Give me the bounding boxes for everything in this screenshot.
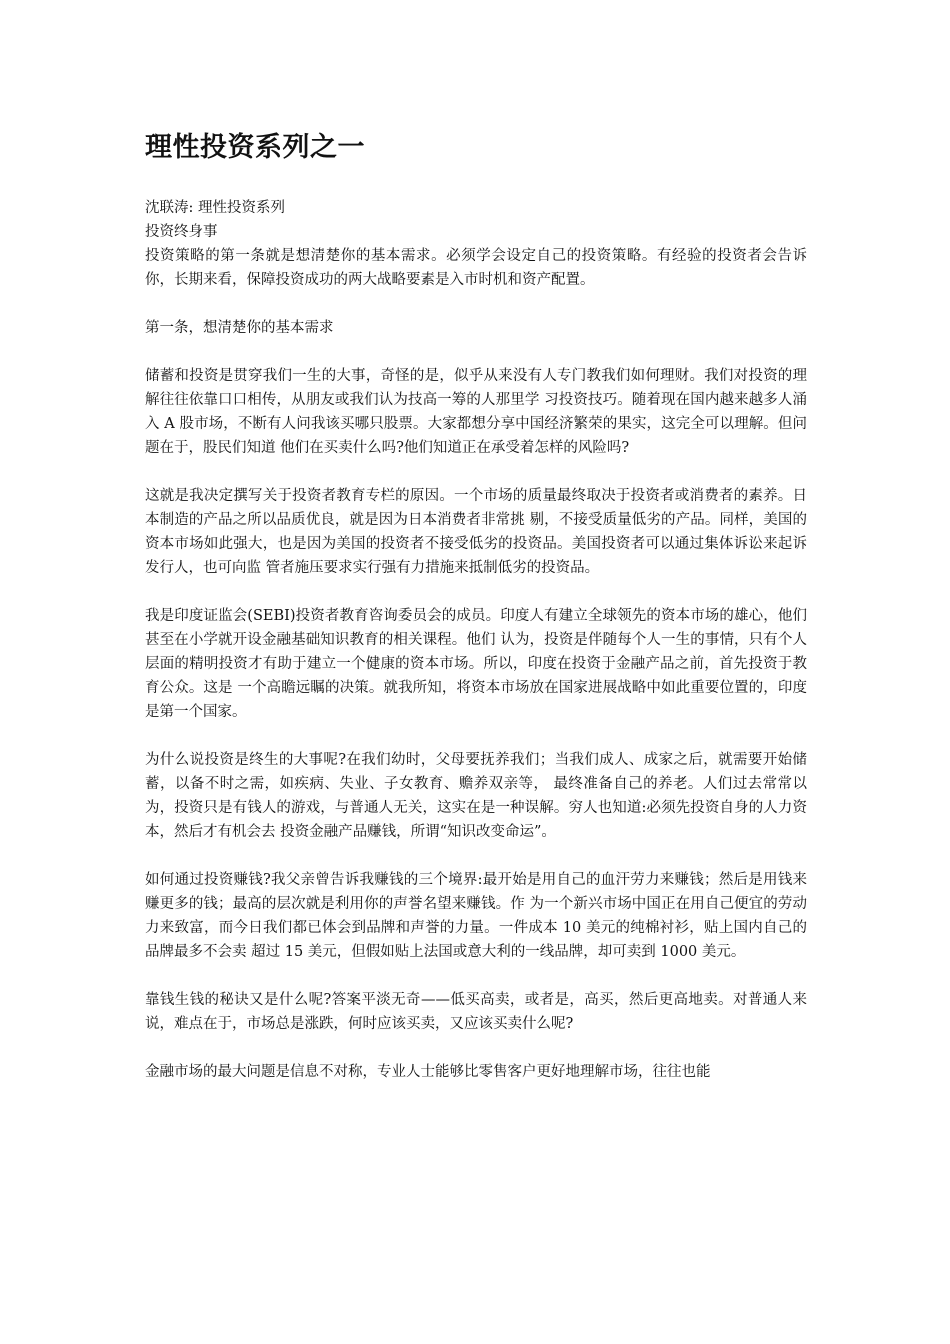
paragraph: 如何通过投资赚钱?我父亲曾告诉我赚钱的三个境界:最开始是用自己的血汗劳力来赚钱；然后是用钱来赚更多的钱；最高的层次就是利用你的声誉名望来赚钱。作 为一个新兴市场中国正在用自己便宜的劳动力来致富，而今日我们都已体会到品牌和声誉的力量。一件成本 10 美元的纯棉衬衫，贴上国内自己的品牌最多不会卖 超过 15 美元，但假如贴上法国或意大利的一线品牌，却可卖到 1000 美元。 xyxy=(145,872,807,960)
subtitle: 投资终身事 xyxy=(145,224,218,240)
paragraph: 为什么说投资是终生的大事呢?在我们幼时，父母要抚养我们；当我们成人、成家之后，就需要开始储蓄，以备不时之需，如疾病、失业、子女教育、赡养双亲等， 最终准备自己的养老。人们过去常常以为，投资只是有钱人的游戏，与普通人无关，这实在是一种误解。穷人也知道:必须先投资自身的人力资本，然后才有机会去 投资金融产品赚钱，所谓“知识改变命运”。 xyxy=(145,752,807,840)
byline: 沈联涛: 理性投资系列 xyxy=(145,200,285,216)
paragraph: 储蓄和投资是贯穿我们一生的大事，奇怪的是，似乎从来没有人专门教我们如何理财。我们对投资的理解往往依靠口口相传，从朋友或我们认为技高一筹的人那里学 习投资技巧。随着现在国内越来越多人涌入 A 股市场，不断有人问我该买哪只股票。大家都想分享中国经济繁荣的果实，这完全可以理解。但问题在于，股民们知道 他们在买卖什么吗?他们知道正在承受着怎样的风险吗? xyxy=(145,368,807,456)
paragraph: 靠钱生钱的秘诀又是什么呢?答案平淡无奇——低买高卖，或者是，高买，然后更高地卖。对普通人来说，难点在于，市场总是涨跌，何时应该买卖，又应该买卖什么呢? xyxy=(145,992,807,1032)
document-body xyxy=(145,196,807,1084)
paragraph: 金融市场的最大问题是信息不对称，专业人士能够比零售客户更好地理解市场，往往也能 xyxy=(145,1064,711,1080)
document-title: 理性投资系列之一 xyxy=(145,132,365,163)
paragraph: 我是印度证监会(SEBI)投资者教育咨询委员会的成员。印度人有建立全球领先的资本市场的雄心，他们甚至在小学就开设金融基础知识教育的相关课程。他们 认为，投资是伴随每个人一生的事情，只有个人层面的精明投资才有助于建立一个健康的资本市场。所以，印度在投资于金融产品之前，首先投资于教育公众。这是 一个高瞻远瞩的决策。就我所知，将资本市场放在国家进展战略中如此重要位置的，印度是第一个国家。 xyxy=(145,608,807,720)
section-heading: 第一条，想清楚你的基本需求 xyxy=(145,320,334,336)
paragraph: 这就是我决定撰写关于投资者教育专栏的原因。一个市场的质量最终取决于投资者或消费者的素养。日本制造的产品之所以品质优良，就是因为日本消费者非常挑 剔，不接受质量低劣的产品。同样，美国的资本市场如此强大，也是因为美国的投资者不接受低劣的投资品。美国投资者可以通过集体诉讼来起诉发行人，也可向监 管者施压要求实行强有力措施来抵制低劣的投资品。 xyxy=(145,488,807,576)
paragraph: 投资策略的第一条就是想清楚你的基本需求。必须学会设定自己的投资策略。有经验的投资者会告诉你，长期来看，保障投资成功的两大战略要素是入市时机和资产配置。 xyxy=(145,248,807,288)
